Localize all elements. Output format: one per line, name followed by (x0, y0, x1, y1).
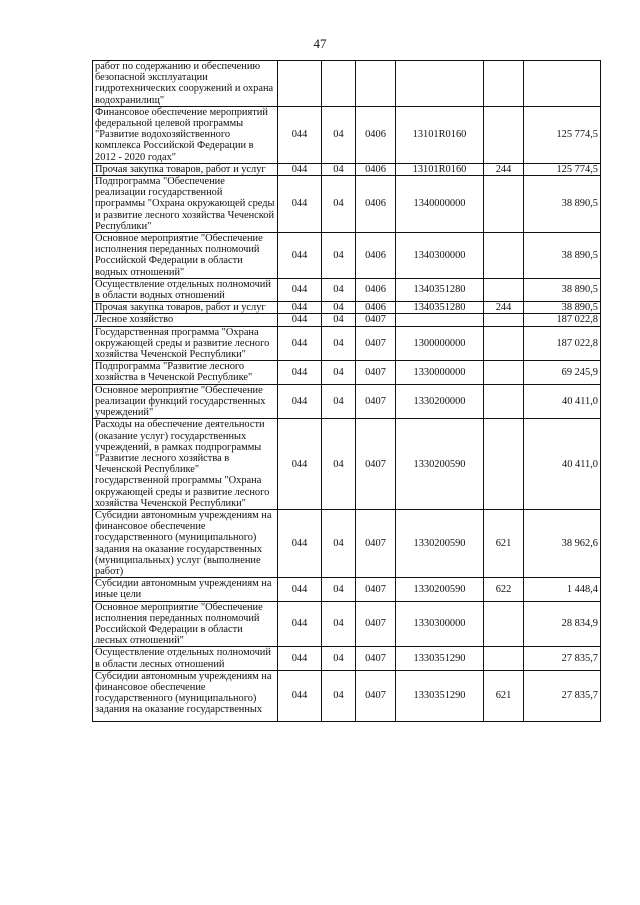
section-code-cell: 04 (322, 326, 356, 361)
amount-cell: 125 774,5 (524, 106, 601, 163)
row-name-cell: Осуществление отдельных полномочий в области водных отношений (93, 278, 278, 301)
subsection-code-cell: 0406 (356, 163, 396, 175)
table-row (93, 233, 601, 279)
section-code-cell: 04 (322, 509, 356, 577)
amount-cell: 38 890,5 (524, 233, 601, 279)
ministry-code-cell: 044 (278, 361, 322, 384)
amount-cell: 38 890,5 (524, 278, 601, 301)
subsection-code-cell: 0406 (356, 278, 396, 301)
expense-type-cell (484, 314, 524, 326)
row-name-cell (93, 670, 278, 721)
table-row (93, 176, 601, 233)
amount-cell: 40 411,0 (524, 384, 601, 419)
subsection-code-cell: 0406 (356, 302, 396, 314)
section-code-cell: 04 (322, 163, 356, 175)
expense-type-cell (484, 601, 524, 647)
target-article-cell: 1330200590 (396, 578, 484, 601)
ministry-code-cell: 044 (278, 670, 322, 721)
target-article-cell: 1330300000 (396, 601, 484, 647)
ministry-code-cell: 044 (278, 578, 322, 601)
target-article-cell: 1330000000 (396, 361, 484, 384)
subsection-code-cell (356, 61, 396, 107)
subsection-code-cell: 0407 (356, 578, 396, 601)
amount-cell: 187 022,8 (524, 326, 601, 361)
ministry-code-cell: 044 (278, 278, 322, 301)
ministry-code-cell: 044 (278, 163, 322, 175)
section-code-cell: 04 (322, 419, 356, 510)
ministry-code-cell: 044 (278, 509, 322, 577)
subsection-code-cell: 0407 (356, 647, 396, 670)
subsection-code-cell: 0407 (356, 384, 396, 419)
row-name-cell: Государственная программа "Охрана окружающей среды и развитие лесного хозяйства Чеченской Республики" (93, 326, 278, 361)
ministry-code-cell: 044 (278, 326, 322, 361)
table-row (93, 314, 601, 326)
expense-type-cell (484, 361, 524, 384)
section-code-cell: 04 (322, 278, 356, 301)
subsection-code-cell: 0407 (356, 361, 396, 384)
amount-cell: 27 835,7 (524, 647, 601, 670)
amount-cell: 69 245,9 (524, 361, 601, 384)
ministry-code-cell: 044 (278, 106, 322, 163)
section-code-cell: 04 (322, 302, 356, 314)
ministry-code-cell: 044 (278, 384, 322, 419)
target-article-cell: 1330351290 (396, 670, 484, 721)
subsection-code-cell: 0407 (356, 509, 396, 577)
expense-type-cell: 621 (484, 509, 524, 577)
table-row (93, 419, 601, 510)
row-name-cell: Основное мероприятие "Обеспечение исполнения переданных полномочий Российской Федерации в области лесных отношений" (93, 601, 278, 647)
amount-cell: 40 411,0 (524, 419, 601, 510)
section-code-cell: 04 (322, 233, 356, 279)
row-name-cell: Финансовое обеспечение мероприятий федеральной целевой программы "Развитие водохозяйственного комплекса Российской Федерации в 2012 - 2020 годах" (93, 106, 278, 163)
table-row (93, 670, 601, 721)
page-number: 47 (313, 36, 327, 51)
table-row (93, 278, 601, 301)
subsection-code-cell: 0406 (356, 176, 396, 233)
target-article-cell: 1300000000 (396, 326, 484, 361)
expense-type-cell (484, 419, 524, 510)
table-row (93, 578, 601, 601)
section-code-cell: 04 (322, 647, 356, 670)
target-article-cell: 1340351280 (396, 278, 484, 301)
row-name-cell: Субсидии автономным учреждениям на иные цели (93, 578, 278, 601)
row-name-cell: Расходы на обеспечение деятельности (оказание услуг) государственных учреждений, в рамках подпрограммы "Развитие лесного хозяйства в Чеченской Республике" государственной программы "Охрана окружающей среды и развитие лесного хозяйства Чеченской Республики" (93, 419, 278, 510)
target-article-cell: 13101R0160 (396, 163, 484, 175)
row-name-cell: Субсидии автономным учреждениям на финансовое обеспечение государственного (муниципального) задания на оказание государственных (муниципальных) услуг (выполнение работ) (93, 509, 278, 577)
row-name-cell: Прочая закупка товаров, работ и услуг (93, 302, 278, 314)
table-row (93, 61, 601, 107)
target-article-cell (396, 61, 484, 107)
budget-table (92, 60, 601, 722)
ministry-code-cell: 044 (278, 314, 322, 326)
amount-cell: 27 835,7 (524, 670, 601, 721)
amount-cell: 38 890,5 (524, 176, 601, 233)
row-name-cell: Основное мероприятие "Обеспечение реализации функций государственных учреждений" (93, 384, 278, 419)
row-name-cell: Прочая закупка товаров, работ и услуг (93, 163, 278, 175)
section-code-cell: 04 (322, 361, 356, 384)
section-code-cell: 04 (322, 578, 356, 601)
table-row (93, 509, 601, 577)
expense-type-cell (484, 233, 524, 279)
amount-cell: 187 022,8 (524, 314, 601, 326)
section-code-cell: 04 (322, 670, 356, 721)
expense-type-cell: 244 (484, 302, 524, 314)
expense-type-cell (484, 106, 524, 163)
target-article-cell: 1330200000 (396, 384, 484, 419)
amount-cell: 125 774,5 (524, 163, 601, 175)
expense-type-cell: 621 (484, 670, 524, 721)
subsection-code-cell: 0407 (356, 601, 396, 647)
row-name-cell: Подпрограмма "Развитие лесного хозяйства в Чеченской Республике" (93, 361, 278, 384)
section-code-cell: 04 (322, 176, 356, 233)
row-name-text: Субсидии автономным учреждениям на финансовое обеспечение государственного (муниципального) задания на оказание государственных (95, 670, 272, 716)
table-row (93, 601, 601, 647)
expense-type-cell: 244 (484, 163, 524, 175)
table-row (93, 106, 601, 163)
table-row (93, 326, 601, 361)
row-name-cell: Подпрограмма "Обеспечение реализации государственной программы "Охрана окружающей среды и развитие лесного хозяйства Чеченской Республики" (93, 176, 278, 233)
expense-type-cell (484, 61, 524, 107)
table-row (93, 361, 601, 384)
amount-cell: 28 834,9 (524, 601, 601, 647)
target-article-cell: 1340000000 (396, 176, 484, 233)
amount-cell (524, 61, 601, 107)
section-code-cell: 04 (322, 314, 356, 326)
amount-cell: 38 962,6 (524, 509, 601, 577)
section-code-cell (322, 61, 356, 107)
target-article-cell: 13101R0160 (396, 106, 484, 163)
row-name-cell: Лесное хозяйство (93, 314, 278, 326)
section-code-cell: 04 (322, 106, 356, 163)
row-name-cell: Основное мероприятие "Обеспечение исполнения переданных полномочий Российской Федерации в области водных отношений" (93, 233, 278, 279)
table-row (93, 302, 601, 314)
ministry-code-cell (278, 61, 322, 107)
section-code-cell: 04 (322, 384, 356, 419)
subsection-code-cell: 0407 (356, 314, 396, 326)
target-article-cell: 1330351290 (396, 647, 484, 670)
subsection-code-cell: 0406 (356, 106, 396, 163)
target-article-cell (396, 314, 484, 326)
expense-type-cell (484, 326, 524, 361)
ministry-code-cell: 044 (278, 647, 322, 670)
section-code-cell: 04 (322, 601, 356, 647)
row-name-cell: работ по содержанию и обеспечению безопасной эксплуатации гидротехнических сооружений и охрана водохранилищ" (93, 61, 278, 107)
target-article-cell: 1330200590 (396, 509, 484, 577)
table-row (93, 163, 601, 175)
expense-type-cell (484, 647, 524, 670)
ministry-code-cell: 044 (278, 233, 322, 279)
row-name-cell: Осуществление отдельных полномочий в области лесных отношений (93, 647, 278, 670)
target-article-cell: 1340351280 (396, 302, 484, 314)
ministry-code-cell: 044 (278, 419, 322, 510)
subsection-code-cell: 0407 (356, 670, 396, 721)
expense-type-cell (484, 384, 524, 419)
expense-type-cell: 622 (484, 578, 524, 601)
target-article-cell: 1340300000 (396, 233, 484, 279)
subsection-code-cell: 0406 (356, 233, 396, 279)
ministry-code-cell: 044 (278, 176, 322, 233)
amount-cell: 38 890,5 (524, 302, 601, 314)
ministry-code-cell: 044 (278, 302, 322, 314)
subsection-code-cell: 0407 (356, 326, 396, 361)
amount-cell: 1 448,4 (524, 578, 601, 601)
ministry-code-cell: 044 (278, 601, 322, 647)
expense-type-cell (484, 278, 524, 301)
table-row (93, 384, 601, 419)
table-row (93, 647, 601, 670)
expense-type-cell (484, 176, 524, 233)
subsection-code-cell: 0407 (356, 419, 396, 510)
target-article-cell: 1330200590 (396, 419, 484, 510)
